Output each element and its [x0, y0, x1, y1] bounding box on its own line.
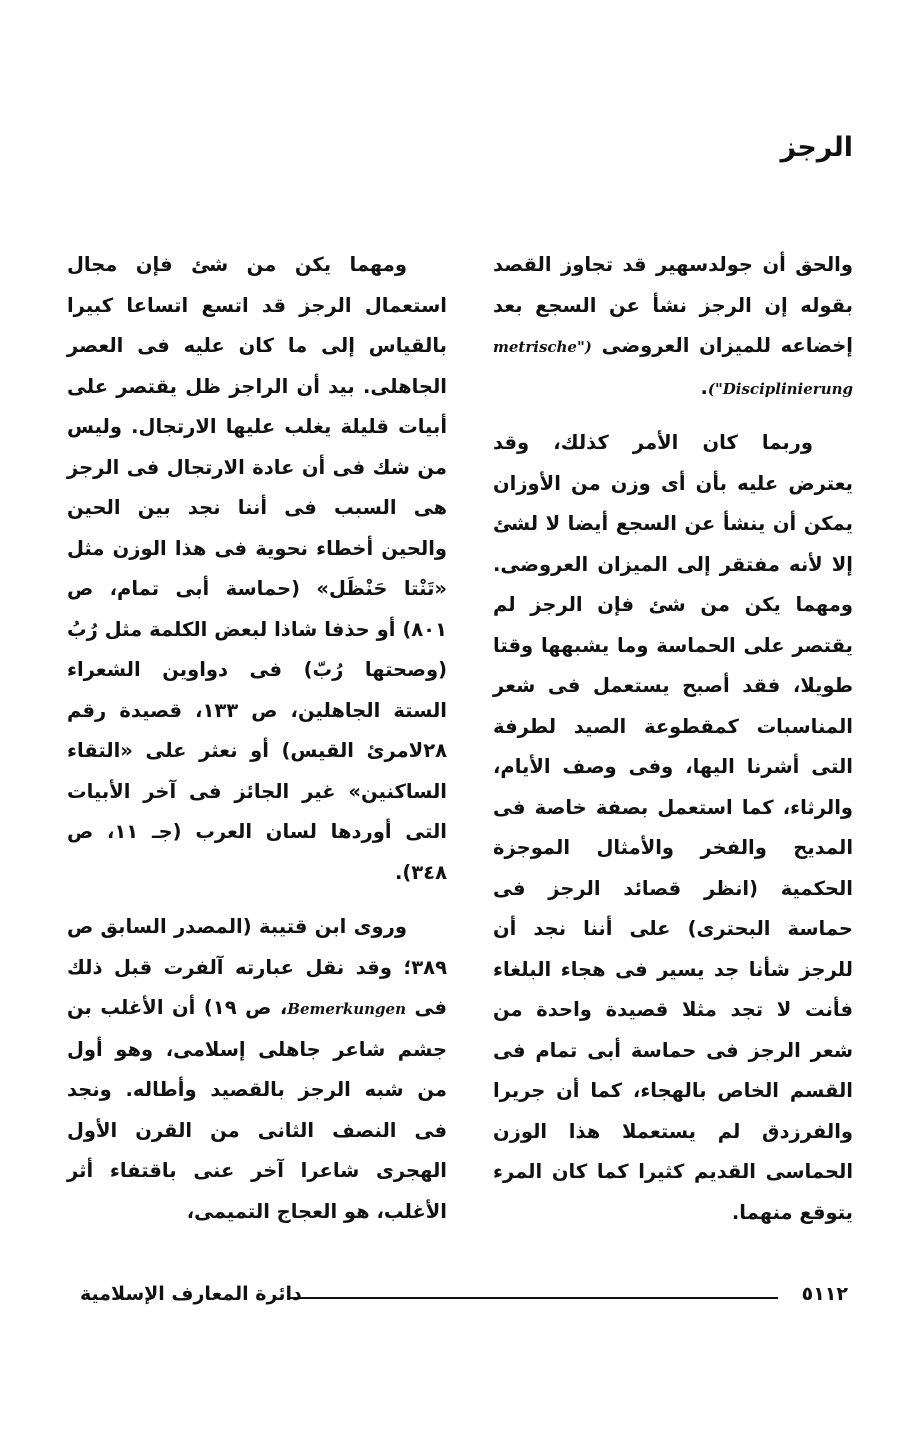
footer-journal-title: دائرة المعارف الإسلامية — [80, 1283, 302, 1305]
paragraph-usage: وربما كان الأمر كذلك، وقد يعترض عليه بأن أى وزن من الأوزان يمكن أن ينشأ عن السجع أيضا لا لشئ إلا لأنه مفتقر إلى الميزان العروضى. ومهما يكن من شئ فإن الرجز لم يقتصر على الحماسة وما يشبهها وقتا طويلا، فقد أصبح يستعمل فى شعر المناسبات كمقطوعة الصيد لطرفة التى أشرنا اليها، وفى وصف الأيام، والرثاء، كما استعمل بصفة خاصة فى المديح والفخر والأمثال الموجزة الحكمية (انظر قصائد الرجز فى حماسة البحترى) على أننا نجد أن للرجز شأنا جد يسير فى هجاء البلغاء فأنت لا تجد مثلا قصيدة واحدة من شعر الرجز فى حماسة أبى تمام فى القسم الخاص بالهجاء، كما أن جريرا والفرزدق لم يستعملا هذا الوزن الحماسى القديم كثيرا كما كان المرء يتوقع منهما. — [493, 431, 853, 1224]
running-header-title: الرجز — [780, 132, 853, 163]
footer-divider — [288, 1297, 778, 1299]
paragraph-ibn-qutayba — [67, 907, 447, 1232]
paragraph-text: والحق أن جولدسهير قد تجاوز القصد بقوله إن الرجز نشأ عن السجع بعد إخضاعه للميزان العروضى — [493, 253, 853, 357]
paragraph-text: وروى ابن قتيبة (المصدر السابق ص ٣٨٩؛ وقد نقل عبارته آلفرت قبل ذلك فى — [67, 915, 447, 1019]
text-column-right — [493, 245, 853, 1233]
paragraph-improvisation: ومهما يكن من شئ فإن مجال استعمال الرجز قد اتسع اتساعا كبيرا بالقياس إلى ما كان عليه فى العصر الجاهلى. بيد أن الراجز ظل يقتصر على أبيات قليلة يغلب عليها الارتجال. وليس من شك فى أن عادة الارتجال فى الرجز هى السبب فى أننا نجد بين الحين والحين أخطاء نحوية فى هذا الوزن مثل «تَنْتا حَنْظَل» (حماسة أبى تمام، ص ٨٠١) أو حذفا شاذا لبعض الكلمة مثل رُبُ (وصحتها رُبّ) فى دواوين الشعراء الستة الجاهلين، ص ١٣٣، قصيدة رقم ٢٨لامرئ القيس) أو نعثر على «التقاء الساكنين» غير الجائز فى آخر الأبيات التى أوردها لسان العرب (جـ ١١، ص ٣٤٨). — [67, 253, 447, 884]
page-footer — [80, 1283, 848, 1313]
paragraph-goldziher — [493, 245, 853, 409]
paragraph-end-mark: . — [700, 375, 708, 399]
text-column-left — [67, 245, 447, 1232]
page-number: ٥١١٢ — [801, 1283, 848, 1305]
latin-term: ("metrische Disciplinierung") — [493, 338, 853, 398]
paragraph-text: ، ص ١٩) أن الأغلب بن جشم شاعر جاهلى إسلامى، وهو أول من شبه الرجز بالقصيد وأطاله. ونجد فى النصف الثانى من القرن الأول الهجرى شاعرا آخر عنى باقتفاء أثر الأغلب، هو العجاج التميمى، — [67, 996, 447, 1223]
latin-reference: Bemerkungen — [287, 1000, 406, 1018]
